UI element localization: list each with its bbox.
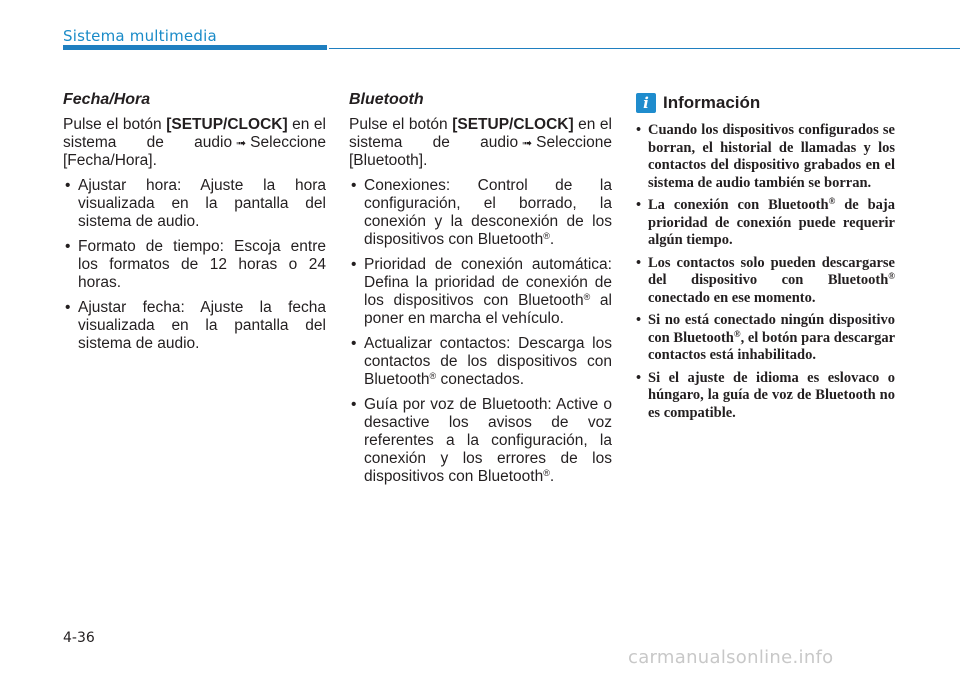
intro-text: Seleccione [Bluetooth]. <box>349 134 612 169</box>
registered-mark: ® <box>733 328 741 339</box>
arrow-icon: ➟ <box>522 136 533 150</box>
list-item <box>349 396 612 486</box>
registered-mark: ® <box>828 196 836 206</box>
setup-clock-button-label: [SETUP/CLOCK] <box>452 116 574 133</box>
list-item <box>636 312 895 365</box>
list-item <box>636 197 895 250</box>
header-rule-thick <box>63 45 327 50</box>
list-item-text: Prioridad de conexión automática: Defina la prioridad de conexión de los dispositivos con Bluetooth <box>364 256 612 309</box>
intro-text: en el sistema de audio <box>349 116 612 151</box>
information-header <box>636 91 895 115</box>
list-item: • Si el ajuste de idioma es eslovaco o húngaro, la guía de voz de Bluetooth no es compatible. <box>636 370 895 423</box>
bluetooth-intro <box>349 116 612 170</box>
list-item: • Ajustar hora: Ajuste la hora visualizada en la pantalla del sistema de audio. <box>63 177 326 231</box>
intro-text: en el sistema de audio <box>63 116 326 151</box>
list-item: • Cuando los dispositivos configurados se borran, el historial de llamadas y los contactos del dispositivo grabados en el sistema de audio también se borran. <box>636 122 895 192</box>
date-time-list <box>63 177 326 353</box>
list-item-text: Si no está conectado ningún dispositivo con Bluetooth <box>648 312 895 346</box>
bluetooth-list <box>349 177 612 486</box>
registered-mark: ® <box>888 271 895 281</box>
column-date-time <box>63 91 326 360</box>
list-item: • Formato de tiempo: Escoja entre los formatos de 12 horas o 24 horas. <box>63 238 326 292</box>
list-item-text: al poner en marcha el vehículo. <box>364 292 612 327</box>
header-rule-thin <box>329 48 960 49</box>
information-list <box>636 122 895 422</box>
date-time-intro <box>63 116 326 170</box>
list-item <box>349 335 612 389</box>
date-time-heading: Fecha/Hora <box>63 91 151 108</box>
bluetooth-heading: Bluetooth <box>349 91 424 108</box>
column-information <box>636 91 895 427</box>
column-bluetooth <box>349 91 612 493</box>
registered-mark: ® <box>543 231 550 241</box>
list-item-text: Conexiones: Control de la configuración, el borrado, la conexión y la desconexión de los dispositivos con Bluetooth <box>364 177 612 248</box>
setup-clock-button-label: [SETUP/CLOCK] <box>166 116 288 133</box>
intro-text: Pulse el botón <box>63 116 162 133</box>
list-item <box>349 256 612 328</box>
information-title: Información <box>663 93 761 112</box>
list-item-text: , el botón para descargar contactos está inhabilitado. <box>648 329 895 363</box>
list-item-text: La conexión con Bluetooth <box>648 197 829 213</box>
intro-text: Pulse el botón <box>349 116 448 133</box>
list-item <box>349 177 612 249</box>
list-item: • Ajustar fecha: Ajuste la fecha visualizada en la pantalla del sistema de audio. <box>63 299 326 353</box>
registered-mark: ® <box>429 371 437 381</box>
list-item <box>636 255 895 308</box>
list-item-text: Los contactos solo pueden descargarse del dispositivo con Bluetooth <box>648 254 895 288</box>
registered-mark: ® <box>543 468 550 478</box>
list-item-text: conectado en ese momento. <box>648 289 816 306</box>
list-item-text: conectados. <box>436 371 525 388</box>
list-item-text: . <box>549 468 555 485</box>
list-item-text: . <box>549 231 555 248</box>
list-item-text: Actualizar contactos: Descarga los contactos de los dispositivos con Bluetooth <box>364 335 612 388</box>
registered-mark: ® <box>583 292 591 302</box>
intro-text: Seleccione [Fecha/Hora]. <box>63 134 326 169</box>
watermark: carmanualsonline.info <box>628 647 834 668</box>
list-item-text: Guía por voz de Bluetooth: Active o desactive los avisos de voz referentes a la configuración, la conexión y los errores de los dispositivos con Bluetooth <box>364 396 612 485</box>
section-title: Sistema multimedia <box>63 27 217 45</box>
arrow-icon: ➟ <box>236 136 247 150</box>
list-item-text: de baja prioridad de conexión puede requerir algún tiempo. <box>648 197 895 248</box>
info-icon: i <box>636 93 656 113</box>
page-number: 4-36 <box>63 630 95 646</box>
